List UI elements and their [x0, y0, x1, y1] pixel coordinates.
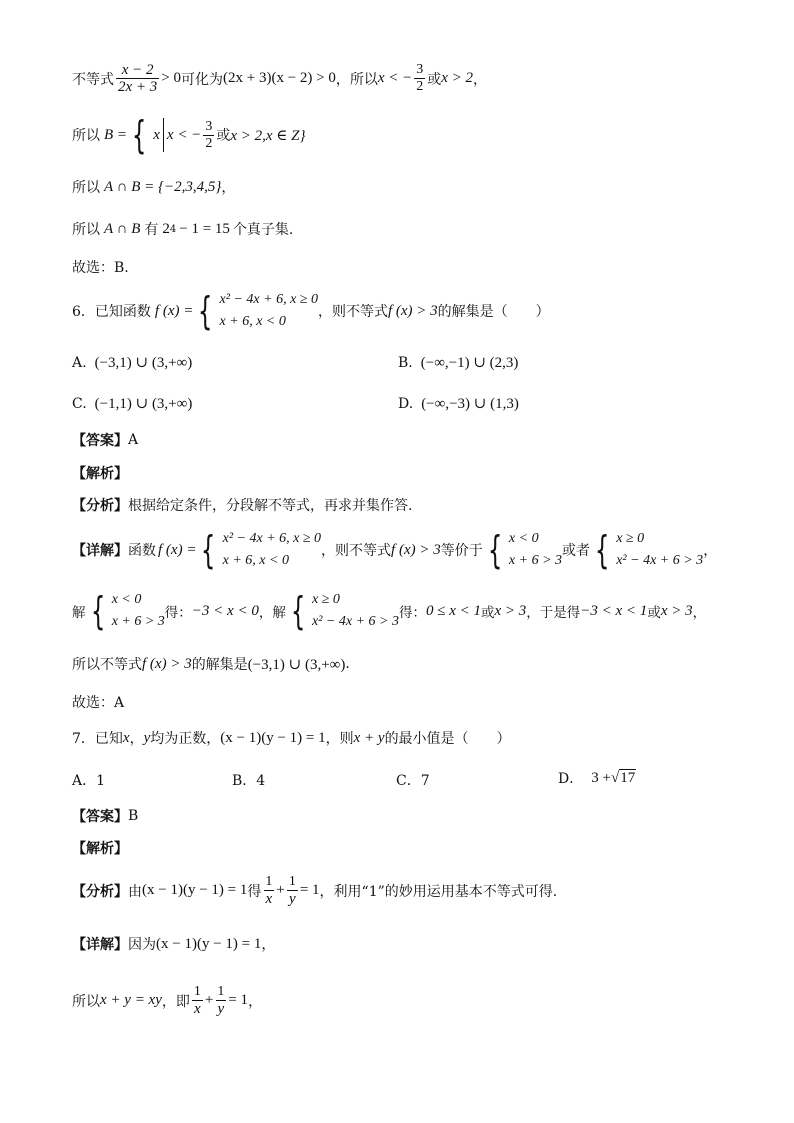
- piecewise-cases: [223, 528, 321, 572]
- system: [312, 589, 399, 633]
- text: 或: [647, 605, 661, 621]
- math: 2: [162, 220, 170, 237]
- option-label: A.: [72, 354, 87, 371]
- option-d: [398, 394, 519, 413]
- line-choose-b: [72, 257, 129, 277]
- text: ，则不等式: [321, 543, 392, 559]
- text: ，: [473, 71, 488, 88]
- case: x < 0: [508, 531, 539, 546]
- math: f (x) > 3: [387, 302, 438, 319]
- text: 函数: [128, 543, 156, 559]
- analysis-tag-6: [72, 463, 128, 483]
- text: 由: [128, 883, 142, 900]
- option: B．4: [232, 773, 266, 789]
- analysis-7: [72, 874, 557, 907]
- math: −3 < x < 1: [580, 602, 648, 619]
- exponent: 4: [169, 223, 177, 235]
- text: 不等式: [72, 71, 114, 88]
- text: ，则: [325, 731, 354, 747]
- question-7: [72, 728, 511, 748]
- math: x + y = xy: [100, 992, 162, 1008]
- math: (−∞,−1) ∪ (2,3): [420, 355, 519, 371]
- case: x ≥ 0: [616, 531, 645, 546]
- detail-label: 【详解】: [72, 937, 128, 953]
- text: ，所以: [335, 71, 378, 88]
- numerator: 1: [193, 984, 201, 999]
- answer-6: [72, 430, 138, 450]
- left-brace: {: [201, 528, 216, 572]
- text: ，: [692, 605, 707, 621]
- analysis-tag: 【解析】: [72, 466, 128, 482]
- case: x + 6 > 3: [111, 614, 165, 629]
- option-c: [72, 394, 192, 413]
- question-6: [72, 289, 550, 333]
- math: x > 2,x ∈ Z}: [230, 127, 306, 144]
- math: − 1 = 15: [179, 220, 230, 237]
- denominator: 2: [205, 135, 213, 151]
- piecewise-cases: [220, 289, 318, 333]
- option-label: D.: [398, 395, 414, 412]
- system: [509, 528, 562, 572]
- option-label: D．: [558, 771, 584, 787]
- solve-6: [72, 589, 706, 633]
- text: 因为: [128, 937, 156, 953]
- option-label: B.: [398, 354, 413, 371]
- line-inequality-transform: [72, 62, 487, 95]
- left-brace: {: [90, 589, 105, 633]
- text: 6．已知函数: [72, 304, 151, 320]
- fraction: [215, 984, 226, 1017]
- case: x + 6, x < 0: [222, 553, 289, 568]
- math: > 0: [161, 70, 181, 86]
- text: .: [345, 656, 350, 672]
- left-brace: {: [198, 289, 213, 333]
- text: ，: [129, 731, 144, 747]
- numerator: 1: [217, 984, 225, 999]
- math: = 1: [228, 992, 249, 1008]
- option-a: [72, 353, 192, 372]
- sqrt-icon: √: [610, 769, 620, 786]
- fraction: [263, 874, 274, 907]
- detail-label: 【详解】: [72, 543, 128, 559]
- line-intersection: [72, 177, 235, 197]
- text: 得：: [398, 605, 426, 621]
- text: 可化为: [181, 71, 223, 88]
- case: x² − 4x + 6, x ≥ 0: [222, 531, 322, 546]
- summary-6: [72, 654, 350, 674]
- math: x > 3: [494, 602, 527, 619]
- text: 个真子集.: [232, 222, 294, 238]
- option-b: [398, 353, 518, 372]
- case: x² − 4x + 6, x ≥ 0: [219, 292, 318, 307]
- left-brace: {: [487, 528, 503, 572]
- text: ，利用“1”的妙用运用基本不等式可得.: [319, 883, 558, 900]
- text: 7．已知: [72, 731, 123, 747]
- option-label: C.: [72, 395, 87, 412]
- text: ，: [248, 993, 263, 1010]
- math: (−1,1) ∪ (3,+∞): [94, 396, 193, 412]
- math: (x − 1)(y − 1) = 1: [220, 729, 326, 746]
- line-subsets: [72, 219, 293, 239]
- case: x² − 4x + 6 > 3: [312, 614, 399, 629]
- math: x: [153, 126, 160, 143]
- fraction: [414, 62, 425, 95]
- case: x + 6, x < 0: [219, 314, 286, 329]
- denominator: x: [194, 1001, 201, 1017]
- math: B =: [104, 126, 128, 143]
- numerator: 3: [416, 62, 424, 77]
- option-a: [72, 770, 105, 790]
- math: x + y: [353, 729, 385, 746]
- text: ，于是得: [526, 605, 581, 621]
- math: (x − 1)(y − 1) = 1: [142, 882, 248, 898]
- text: 所以不等式: [72, 657, 142, 673]
- text: ，解: [258, 605, 286, 621]
- text: ，: [261, 937, 276, 953]
- analysis-6: [72, 495, 412, 515]
- denominator: y: [217, 1001, 225, 1017]
- denominator: x: [265, 891, 273, 907]
- left-brace: {: [594, 528, 610, 572]
- answer-tag: 【答案】: [72, 809, 128, 825]
- math: f (x) =: [158, 541, 197, 558]
- left-brace: {: [290, 589, 306, 633]
- math: 3 +: [591, 769, 611, 786]
- line-set-b: [72, 113, 306, 157]
- math: −3 < x < 0: [191, 602, 259, 619]
- math: (−3,1) ∪ (3,+∞): [94, 355, 193, 371]
- math: (x − 1)(y − 1) = 1: [156, 935, 262, 952]
- denominator: 2x + 3: [118, 79, 158, 95]
- text: 或: [427, 71, 442, 88]
- text: 有: [144, 222, 159, 238]
- text: 所以: [72, 993, 100, 1010]
- text: 或: [216, 128, 231, 144]
- fraction: [287, 874, 298, 907]
- option: C．7: [396, 773, 430, 789]
- answer-value: A: [128, 432, 139, 448]
- answer-tag: 【答案】: [72, 433, 128, 449]
- text: 的解集是: [191, 657, 248, 673]
- numerator: x − 2: [121, 62, 154, 78]
- numerator: 3: [205, 118, 213, 134]
- text: 根据给定条件，分段解不等式，再求并集作答.: [128, 498, 413, 514]
- math: f (x) > 3: [142, 655, 192, 672]
- conclusion-7: [72, 984, 262, 1017]
- math: x > 2: [441, 70, 474, 86]
- math: x < −: [377, 70, 413, 86]
- choose-a: [72, 692, 124, 712]
- analysis-tag: 【解析】: [72, 841, 128, 857]
- option-b: [232, 770, 265, 790]
- text: 或者: [562, 543, 591, 559]
- case: x ≥ 0: [312, 592, 340, 607]
- system: [616, 528, 703, 572]
- left-brace: {: [131, 113, 147, 157]
- math: f (x) =: [154, 302, 194, 319]
- math: A ∩ B = {−2,3,4,5}: [104, 178, 222, 195]
- math: +: [204, 992, 214, 1008]
- math: (−∞,−3) ∪ (1,3): [421, 396, 519, 412]
- text: 均为正数，: [150, 731, 221, 747]
- analysis-label: 【分析】: [72, 883, 128, 900]
- numerator: 1: [288, 874, 296, 889]
- text: 的解集是（ ）: [437, 304, 550, 320]
- text: 所以: [72, 128, 100, 144]
- fraction: [203, 119, 214, 152]
- detail-7: [72, 934, 275, 954]
- text: 解: [72, 605, 86, 621]
- text: 得: [247, 883, 262, 900]
- math: A ∩ B: [104, 220, 141, 237]
- radicand: 17: [620, 770, 636, 786]
- answer-value: B: [128, 808, 139, 824]
- denominator: y: [288, 891, 296, 907]
- text: ，: [221, 180, 236, 196]
- fraction: [192, 984, 203, 1017]
- text: ，则不等式: [317, 304, 388, 320]
- text: 或: [481, 605, 495, 621]
- text: 等价于: [440, 543, 483, 559]
- text: 所以: [72, 180, 100, 196]
- option-c: [396, 770, 430, 790]
- denominator: 2: [416, 79, 424, 94]
- text: ，: [703, 543, 718, 559]
- text: 故选：B.: [72, 260, 129, 276]
- math: (2x + 3)(x − 2) > 0: [223, 70, 336, 86]
- detail-6: [72, 528, 717, 572]
- text: 的最小值是（ ）: [384, 731, 511, 747]
- math: f (x) > 3: [391, 541, 441, 558]
- math: +: [276, 882, 285, 898]
- option-d: [558, 768, 636, 788]
- fraction: [116, 62, 159, 95]
- math: x < −: [166, 126, 202, 143]
- text: 所以: [72, 222, 100, 238]
- text: ，即: [161, 993, 190, 1010]
- math: x: [122, 729, 130, 746]
- analysis-label: 【分析】: [72, 498, 128, 514]
- math: = 1: [299, 882, 320, 898]
- math: 0 ≤ x < 1: [425, 602, 481, 619]
- text: 得：: [164, 605, 192, 621]
- numerator: 1: [265, 874, 273, 889]
- math: x > 3: [660, 602, 693, 619]
- system: [112, 589, 165, 633]
- case: x² − 4x + 6 > 3: [616, 553, 704, 568]
- math: y: [143, 729, 151, 746]
- answer-7: [72, 806, 138, 826]
- case: x < 0: [111, 592, 142, 607]
- analysis-tag-7: [72, 838, 128, 858]
- set-divider: [163, 118, 164, 152]
- math: (−3,1) ∪ (3,+∞): [247, 656, 346, 673]
- option: A．1: [72, 773, 106, 789]
- text: 故选：A: [72, 695, 125, 711]
- case: x + 6 > 3: [508, 553, 563, 568]
